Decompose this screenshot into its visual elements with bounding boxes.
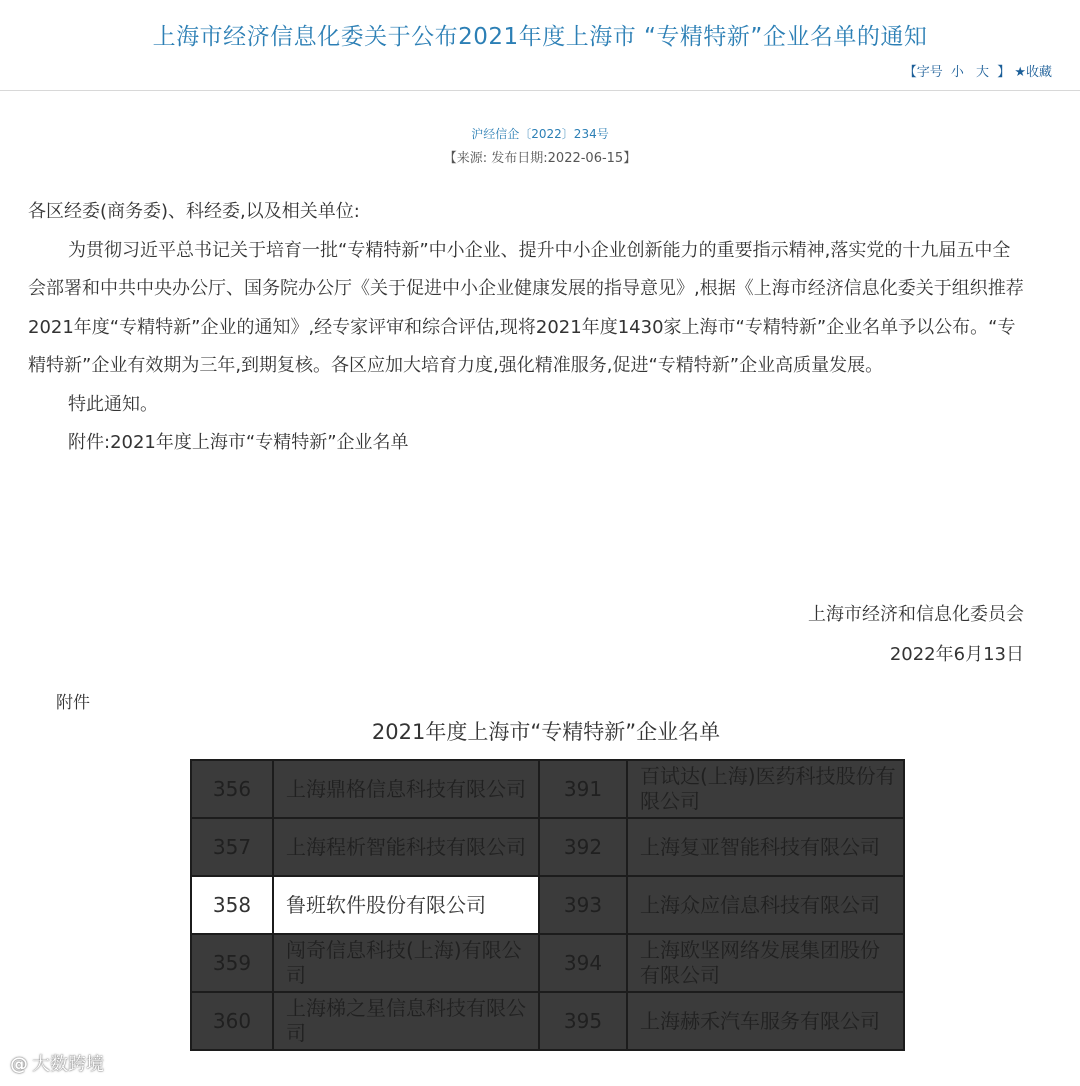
watermark bbox=[10, 1050, 104, 1076]
list-title: 2021年度上海市“专精特新”企业名单 bbox=[371, 720, 721, 744]
table-row bbox=[191, 992, 904, 1050]
table-row bbox=[191, 760, 904, 818]
watermark-text: 大数跨境 bbox=[32, 1054, 104, 1075]
company-name: 闯奇信息科技(上海)有限公司 bbox=[273, 934, 539, 992]
article-body bbox=[28, 193, 1028, 463]
body-paragraph: 为贯彻习近平总书记关于培育一批“专精特新”中小企业、提升中小企业创新能力的重要指示精神,落实党的十九届五中全会部署和中共中央办公厅、国务院办公厅《关于促进中小企业健康发展的指导意见》,根据《上海市经济信息化委关于组织推荐2021年度“专精特新”企业的通知》,经专家评审和综合评估,现将2021年度1430家上海市“专精特新”企业名单予以公布。“专精特新”企业有效期为三年,到期复核。各区应加大培育力度,强化精准服务,促进“专精特新”企业高质量发展。 bbox=[28, 239, 1024, 376]
row-number: 393 bbox=[539, 876, 627, 934]
font-large-button[interactable]: 大 bbox=[976, 65, 990, 80]
row-number: 394 bbox=[539, 934, 627, 992]
notice-line: 特此通知。 bbox=[68, 393, 158, 415]
toolbar bbox=[904, 61, 1052, 80]
row-number: 357 bbox=[191, 818, 273, 876]
favorite-button[interactable]: ★收藏 bbox=[1014, 65, 1052, 80]
table-row bbox=[191, 818, 904, 876]
company-name: 上海程析智能科技有限公司 bbox=[273, 818, 539, 876]
signature-organization: 上海市经济和信息化委员会 bbox=[808, 604, 1024, 625]
signature-date: 2022年6月13日 bbox=[889, 644, 1024, 665]
font-small-button[interactable]: 小 bbox=[950, 65, 964, 80]
company-name: 百试达(上海)医药科技股份有限公司 bbox=[627, 760, 904, 818]
divider bbox=[0, 90, 1080, 91]
row-number: 356 bbox=[191, 760, 273, 818]
attachment-label: 附件 bbox=[56, 693, 90, 713]
company-list-table bbox=[190, 759, 905, 1051]
page-title: 上海市经济信息化委关于公布2021年度上海市 “专精特新”企业名单的通知 bbox=[152, 24, 928, 50]
company-name: 上海众应信息科技有限公司 bbox=[627, 876, 904, 934]
row-number: 395 bbox=[539, 992, 627, 1050]
attachment-line: 附件:2021年度上海市“专精特新”企业名单 bbox=[68, 432, 409, 453]
table-row bbox=[191, 934, 904, 992]
company-name: 上海欧坚网络发展集团股份有限公司 bbox=[627, 934, 904, 992]
row-number: 358 bbox=[191, 876, 273, 934]
company-name: 上海复亚智能科技有限公司 bbox=[627, 818, 904, 876]
salutation: 各区经委(商务委)、科经委,以及相关单位: bbox=[28, 201, 360, 222]
watermark-logo-icon: @ bbox=[10, 1054, 28, 1075]
row-number: 392 bbox=[539, 818, 627, 876]
company-name: 上海梯之星信息科技有限公司 bbox=[273, 992, 539, 1050]
row-number: 359 bbox=[191, 934, 273, 992]
font-size-label: 【字号 bbox=[903, 65, 943, 80]
company-name-highlighted: 鲁班软件股份有限公司 bbox=[273, 876, 539, 934]
company-name: 上海赫禾汽车服务有限公司 bbox=[627, 992, 904, 1050]
table-row-highlighted bbox=[191, 876, 904, 934]
company-name: 上海鼎格信息科技有限公司 bbox=[273, 760, 539, 818]
row-number: 360 bbox=[191, 992, 273, 1050]
row-number: 391 bbox=[539, 760, 627, 818]
font-size-close: 】 bbox=[997, 65, 1011, 80]
document-number: 沪经信企〔2022〕234号 bbox=[471, 127, 609, 141]
source-date-line: 【来源: 发布日期:2022-06-15】 bbox=[443, 151, 637, 166]
